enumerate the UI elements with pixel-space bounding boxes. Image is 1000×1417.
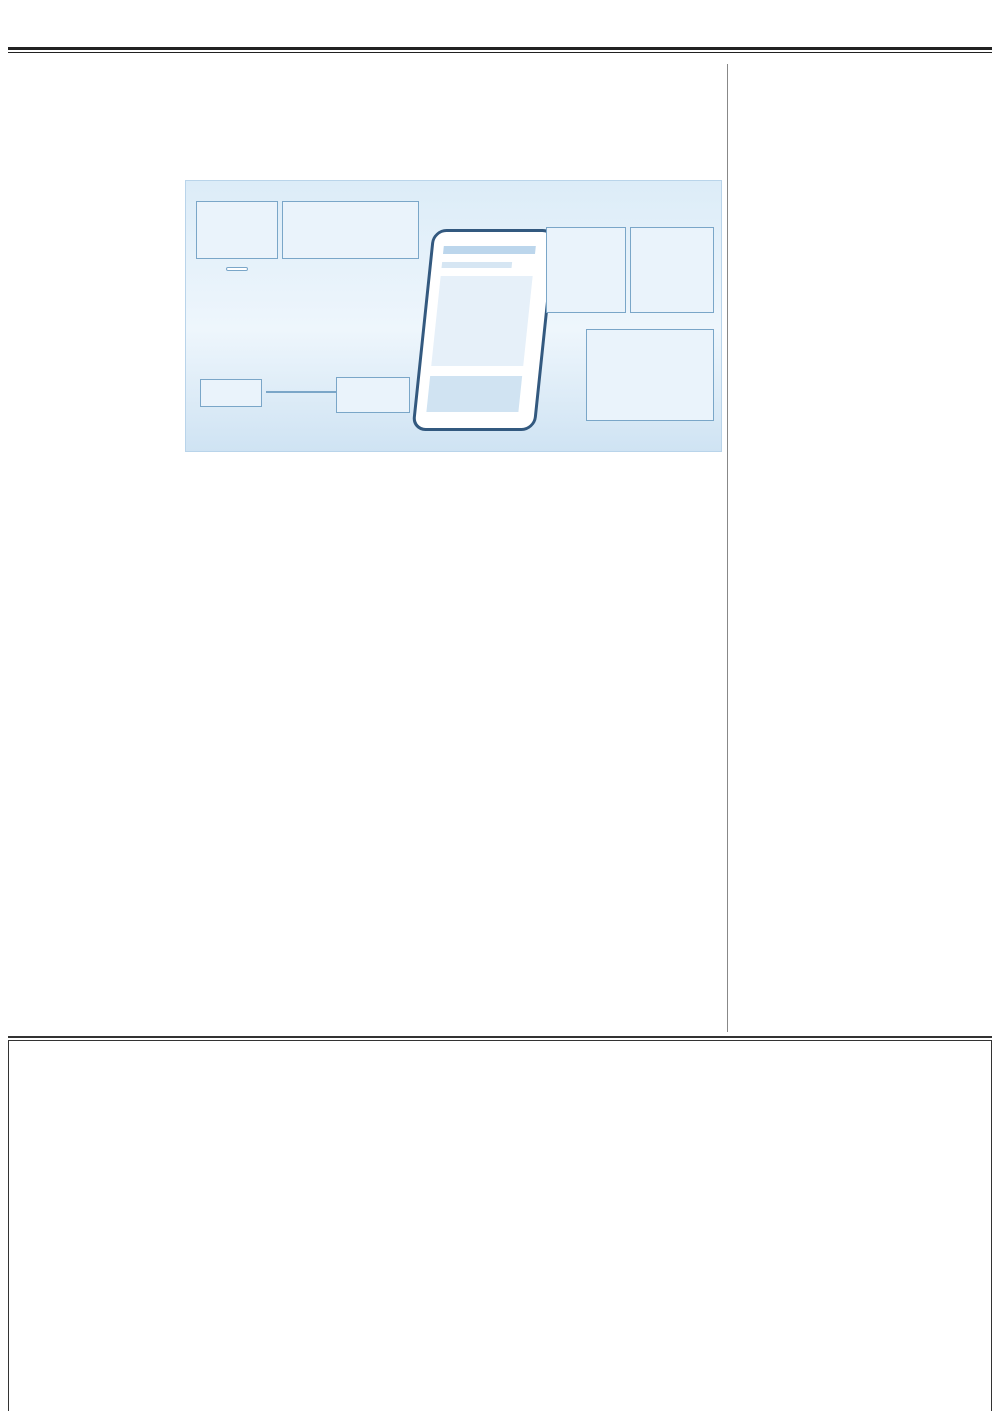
article1-column-4 <box>526 460 720 1005</box>
masthead <box>0 0 1000 60</box>
masthead-rule <box>8 47 992 50</box>
china-rank-box <box>200 379 262 407</box>
patent-box <box>196 201 278 259</box>
opinion-body <box>734 98 899 538</box>
trademark-box <box>546 227 626 313</box>
article1-column-3 <box>320 460 520 1005</box>
column-divider <box>727 64 728 1032</box>
ip-infographic <box>185 180 722 452</box>
opinion-body-2 <box>734 540 992 1010</box>
works-box <box>630 227 714 313</box>
article1-column-1a <box>10 224 178 392</box>
phone-graphic <box>411 229 556 431</box>
article1-column-2 <box>186 460 314 1005</box>
ad-top-rule <box>8 1036 992 1038</box>
rank-arrow <box>266 391 336 393</box>
masthead-rule-thin <box>8 52 992 53</box>
article1-column-1b <box>10 416 178 1006</box>
per-10k-box <box>282 201 419 259</box>
goal-note <box>226 267 248 271</box>
advertorial-frame <box>8 1040 992 1411</box>
software-box <box>586 329 714 421</box>
rank-change-box <box>336 377 410 413</box>
